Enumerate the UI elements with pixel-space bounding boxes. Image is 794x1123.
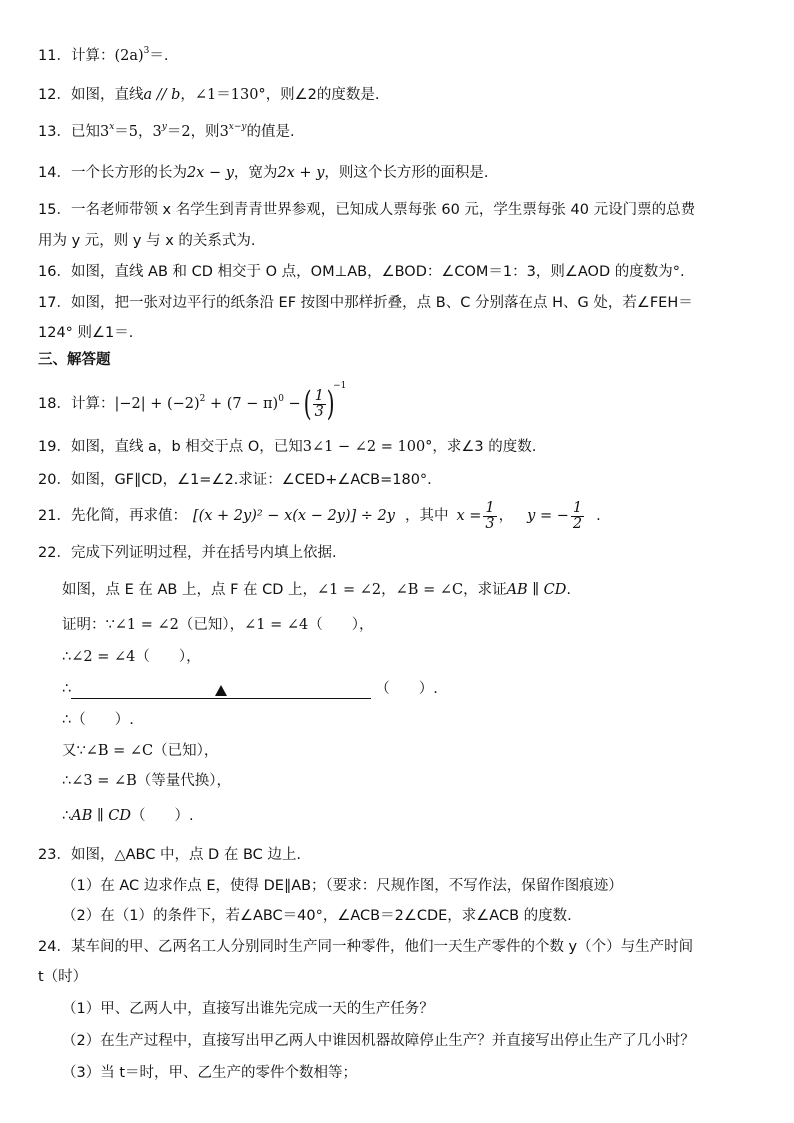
question-22: 22．完成下列证明过程，并在括号内填上依据.	[38, 545, 337, 561]
proof-line-3: ∴ （ ）.	[62, 681, 438, 697]
question-16: 16．如图，直线 AB 和 CD 相交于 O 点，OM⊥AB，∠BOD：∠COM＝1：3，则∠AOD 的度数为°.	[38, 264, 685, 280]
question-23-part-2: （2）在（1）的条件下，若∠ABC＝40°，∠ACB＝2∠CDE，求∠ACB 的度数.	[62, 908, 572, 924]
question-22-premise: 如图，点 E 在 AB 上，点 F 在 CD 上，∠1 = ∠2，∠B = ∠C，求证AB ∥ CD.	[62, 582, 571, 598]
question-14: 14．一个长方形的长为2x − y，宽为2x + y，则这个长方形的面积是.	[38, 165, 489, 181]
question-20: 20．如图，GF∥CD，∠1=∠2.求证：∠CED+∠ACB=180°.	[38, 472, 432, 488]
right-paren: )	[326, 384, 335, 424]
left-paren: (	[303, 384, 312, 424]
question-24-line-2: t（时）	[38, 969, 88, 985]
question-17-line-2: 124° 则∠1＝.	[38, 325, 134, 341]
fraction-y-value: $\frac{1}{2}$	[572, 499, 583, 532]
question-23-part-1: （1）在 AC 边求作点 E，使得 DE∥AB；（要求：尺规作图，不写作法，保留作图痕迹）	[62, 878, 623, 894]
question-21: 21．先化简，再求值： [(x + 2y)² − x(x − 2y)] ÷ 2y ，其中 x = $\frac{1}{3}$ ， y = − $\frac{1}{2}$ .	[38, 499, 601, 532]
question-24-part-2: （2）在生产过程中，直接写出甲乙两人中谁因机器故障停止生产？并直接写出停止生产了几小时？	[62, 1033, 695, 1049]
question-18: 18．计算：$|-2| + (-2)^2 + (7 - \pi)^0$ − ( $\frac{1}{3}$ )$^{-1}$	[38, 381, 347, 424]
question-24-line-1: 24．某车间的甲、乙两名工人分别同时生产同一种零件，他们一天生产零件的个数 y（个）与生产时间	[38, 939, 694, 955]
question-24-part-3: （3）当 t＝时，甲、乙生产的零件个数相等；	[62, 1065, 358, 1081]
question-12: 12．如图，直线a // b，∠1＝130°，则∠2的度数是.	[38, 87, 380, 103]
fraction-one-third: $\frac{1}{3}$	[314, 387, 324, 420]
question-19: 19．如图，直线 a，b 相交于点 O，已知3∠1 − ∠2 = 100°，求∠3 的度数.	[38, 439, 537, 455]
fraction-x-value: $\frac{1}{3}$	[485, 499, 495, 532]
triangle-marker-icon	[215, 685, 227, 696]
proof-line-6: ∴∠3 = ∠B（等量代换），	[62, 773, 232, 789]
proof-line-1: 证明：∵∠1 = ∠2（已知），∠1 = ∠4（ ），	[62, 617, 374, 633]
proof-line-7: ∴AB ∥ CD（ ）.	[62, 808, 194, 824]
question-15-line-1: 15．一名老师带领 x 名学生到青青世界参观，已知成人票每张 60 元，学生票每张 40 元设门票的总费	[38, 202, 696, 218]
proof-line-4: ∴（ ）.	[62, 712, 134, 728]
section-heading-3: 三、解答题	[38, 352, 111, 368]
question-24-part-1: （1）甲、乙两人中，直接写出谁先完成一天的生产任务？	[62, 1001, 434, 1017]
question-15-line-2: 用为 y 元，则 y 与 x 的关系式为.	[38, 233, 256, 249]
question-23: 23．如图，△ABC 中，点 D 在 BC 边上.	[38, 847, 301, 863]
question-11: 11．计算：$(2a)^3=$.	[38, 46, 169, 64]
question-17-line-1: 17．如图，把一张对边平行的纸条沿 EF 按图中那样折叠，点 B、C 分别落在点 H、G 处，若∠FEH＝	[38, 295, 693, 311]
proof-line-5: 又∵∠B = ∠C（已知），	[62, 743, 219, 759]
answer-blank[interactable]	[71, 682, 371, 699]
question-13: 13．已知$3^x=5$，$3^y=2$，则$3^{x-y}$的值是.	[38, 122, 295, 140]
proof-line-2: ∴∠2 = ∠4（ ），	[62, 649, 201, 665]
